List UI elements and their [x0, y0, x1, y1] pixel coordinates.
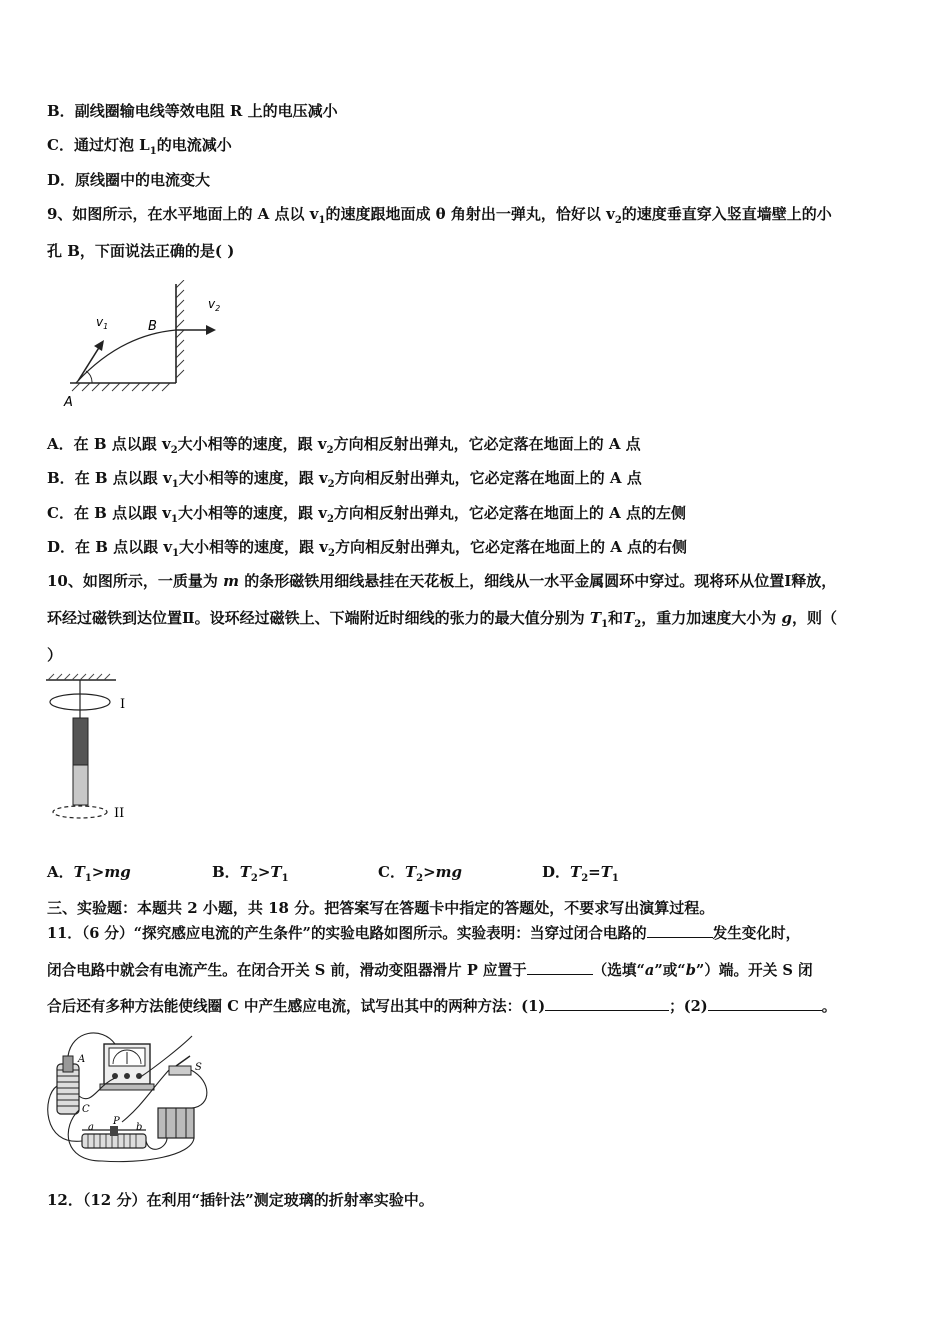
- q9-option-c: C．在 B 点以跟 $v_1$大小相等的速度，跟 $v_2$方向相反射出弹丸，它必定落在地面上的 A 点的左侧: [47, 504, 686, 525]
- q10-magnet-figure: [42, 672, 152, 832]
- q10-stem-line1: 10、如图所示，一质量为 m 的条形磁铁用细线悬挂在天花板上，细线从一水平金属圆环中穿过。现将环从位置Ⅰ释放，: [47, 572, 837, 590]
- q10-option-b: B．$T_2>T_1$: [212, 863, 289, 884]
- q9-fig-v2-label: $v_2$: [208, 297, 221, 313]
- q10-stem-line3: ）: [47, 646, 63, 664]
- q11-blank-2[interactable]: [527, 960, 593, 975]
- q8-option-c: C．通过灯泡 $L_1$的电流减小: [47, 136, 232, 157]
- q9-fig-v1-label: $v_1$: [96, 315, 109, 331]
- q9-fig-b-label: B: [148, 319, 157, 334]
- q8-option-b: B．副线圈输电线等效电阻 R 上的电压减小: [47, 102, 338, 120]
- q10-option-a: A．$T_1>mg$: [47, 863, 131, 884]
- section-3-heading: 三、实验题：本题共 2 小题，共 18 分。把答案写在答题卡中指定的答题处，不要求写出演算过程。: [47, 899, 715, 917]
- q9-stem-line1: 9、如图所示，在水平地面上的 A 点以 $v_1$的速度跟地面成 θ 角射出一弹丸，恰好以 $v_2$的速度垂直穿入竖直墙壁上的小: [47, 205, 832, 226]
- q10-stem-line2: 环经过磁铁到达位置Ⅱ。设环经过磁铁上、下端附近时细线的张力的最大值分别为 $T_1$和$T_2$，重力加速度大小为 g，则（: [47, 609, 837, 630]
- q8-option-d: D．原线圈中的电流变大: [47, 171, 211, 189]
- q9-projectile-figure: [60, 280, 240, 410]
- q11-fig-label-switch: S: [195, 1062, 202, 1073]
- q11-fig-label-a-coil: A: [78, 1054, 86, 1065]
- q11-blank-3[interactable]: [545, 996, 669, 1011]
- q11-blank-4[interactable]: [708, 996, 822, 1011]
- q9-option-b: B．在 B 点以跟 $v_1$大小相等的速度，跟 $v_2$方向相反射出弹丸，它必定落在地面上的 A 点: [47, 469, 642, 490]
- q11-fig-label-end-b: b: [136, 1122, 143, 1133]
- q11-stem-line1: 11．（6 分）“探究感应电流的产生条件”的实验电路如图所示。实验表明：当穿过闭合电路的 发生变化时，: [47, 925, 801, 942]
- q9-stem-line2: 孔 B，下面说法正确的是( ): [47, 242, 235, 260]
- q11-stem-line3: 合后还有多种方法能使线圈 C 中产生感应电流，试写出其中的两种方法：(1) ；(2) 。: [47, 998, 837, 1015]
- q10-fig-position-1: I: [120, 697, 126, 712]
- q10-fig-position-2: II: [114, 806, 125, 821]
- q12-stem: 12．（12 分）在利用“插针法”测定玻璃的折射率实验中。: [47, 1191, 434, 1209]
- q11-blank-1[interactable]: [647, 923, 713, 938]
- q10-option-c: C．$T_2>mg$: [378, 863, 463, 884]
- q9-option-d: D．在 B 点以跟 $v_1$大小相等的速度，跟 $v_2$方向相反射出弹丸，它必定落在地面上的 A 点的右侧: [47, 538, 688, 559]
- q9-fig-a-label: A: [64, 395, 73, 410]
- q11-fig-label-c-coil: C: [82, 1104, 90, 1115]
- q10-option-d: D．$T_2=T_1$: [542, 863, 619, 884]
- q11-circuit-figure: [42, 1026, 217, 1168]
- q11-stem-line2: 闭合电路中就会有电流产生。在闭合开关 S 前，滑动变阻器滑片 P 应置于 （选填“a”或“b”）端。开关 S 闭: [47, 962, 813, 979]
- q11-fig-label-end-a: a: [88, 1122, 94, 1133]
- q11-fig-label-slider: P: [113, 1116, 120, 1127]
- q9-option-a: A．在 B 点以跟 $v_2$大小相等的速度，跟 $v_2$方向相反射出弹丸，它必定落在地面上的 A 点: [47, 435, 641, 456]
